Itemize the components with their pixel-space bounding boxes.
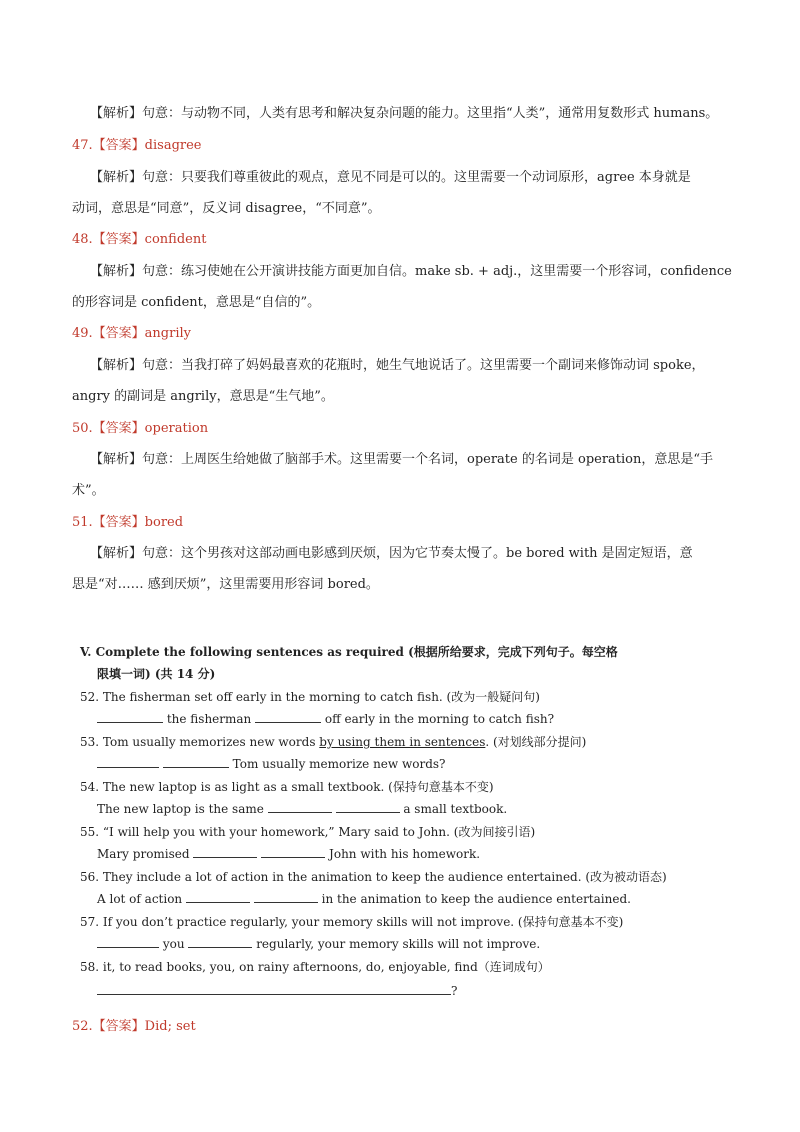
- question-54-fill: The new laptop is the same a small textbook.: [97, 802, 508, 816]
- answer-blank[interactable]: [186, 890, 250, 903]
- answer-blank[interactable]: [254, 890, 318, 903]
- analysis-50-line2: 术”。: [72, 483, 105, 498]
- analysis-49-line1: 【解析】句意：当我打碎了妈妈最喜欢的花瓶时，她生气地说话了。这里需要一个副词来修饰动词 spoke，: [90, 358, 705, 373]
- underlined-phrase: by using them in sentences: [319, 735, 486, 749]
- answer-blank[interactable]: [97, 755, 159, 768]
- question-57-fill: you regularly, your memory skills will not improve.: [97, 935, 540, 953]
- answer-51: 51.【答案】bored: [72, 515, 184, 530]
- answer-blank[interactable]: [97, 935, 159, 948]
- question-53-fill: Tom usually memorize new words?: [97, 755, 446, 773]
- answer-47: 47.【答案】disagree: [72, 138, 202, 153]
- answer-blank[interactable]: [336, 800, 400, 813]
- section-title-line1: V. Complete the following sentences as required (根据所给要求，完成下列句子。每空格: [80, 645, 618, 659]
- analysis-48-line1: 【解析】句意：练习使她在公开演讲技能方面更加自信。make sb. + adj.，这里需要一个形容词，confidence: [90, 264, 732, 279]
- question-55-fill: Mary promised John with his homework.: [97, 847, 481, 861]
- answer-blank[interactable]: [193, 845, 257, 858]
- answer-49: 49.【答案】angrily: [72, 326, 191, 341]
- answer-blank[interactable]: [97, 982, 451, 995]
- question-55: 55. “I will help you with your homework,” Mary said to John. (改为间接引语): [80, 825, 536, 839]
- question-52: 52. The fisherman set off early in the morning to catch fish. (改为一般疑问句): [80, 690, 540, 704]
- answer-52: 52.【答案】Did; set: [72, 1019, 196, 1034]
- analysis-51-line1: 【解析】句意：这个男孩对这部动画电影感到厌烦，因为它节奏太慢了。be bored with 是固定短语，意: [90, 546, 693, 561]
- question-57: 57. If you don’t practice regularly, your memory skills will not improve. (保持句意基本不变): [80, 915, 624, 929]
- answer-blank[interactable]: [268, 800, 332, 813]
- analysis-49-line2: angry 的副词是 angrily，意思是“生气地”。: [72, 389, 334, 404]
- answer-blank[interactable]: [97, 710, 163, 723]
- analysis-50-line1: 【解析】句意：上周医生给她做了脑部手术。这里需要一个名词，operate 的名词是 operation，意思是“手: [90, 452, 714, 467]
- analysis-51-line2: 思是“对…… 感到厌烦”，这里需要用形容词 bored。: [72, 577, 379, 592]
- answer-blank[interactable]: [255, 710, 321, 723]
- analysis-47-line2: 动词，意思是“同意”，反义词 disagree，“不同意”。: [72, 201, 381, 216]
- answer-blank[interactable]: [188, 935, 252, 948]
- section-title-line2: 限填一词) (共 14 分): [97, 667, 216, 681]
- answer-blank[interactable]: [163, 755, 229, 768]
- analysis-48-line2: 的形容词是 confident，意思是“自信的”。: [72, 295, 321, 310]
- question-52-fill: the fisherman off early in the morning to catch fish?: [97, 710, 554, 728]
- question-54: 54. The new laptop is as light as a small textbook. (保持句意基本不变): [80, 780, 494, 794]
- answer-48: 48.【答案】confident: [72, 232, 207, 247]
- question-58-fill: ?: [97, 982, 457, 1000]
- question-53: 53. Tom usually memorizes new words by using them in sentences. (对划线部分提问): [80, 735, 587, 749]
- answer-50: 50.【答案】operation: [72, 421, 209, 436]
- question-56: 56. They include a lot of action in the animation to keep the audience entertained. (改为被动语态): [80, 870, 667, 884]
- analysis-47-line1: 【解析】句意：只要我们尊重彼此的观点，意见不同是可以的。这里需要一个动词原形，agree 本身就是: [90, 170, 691, 185]
- answer-blank[interactable]: [261, 845, 325, 858]
- question-56-fill: A lot of action in the animation to keep the audience entertained.: [97, 892, 631, 906]
- question-58: 58. it, to read books, you, on rainy afternoons, do, enjoyable, find（连词成句）: [80, 960, 550, 974]
- analysis-46: 【解析】句意：与动物不同，人类有思考和解决复杂问题的能力。这里指“人类”，通常用复数形式 humans。: [90, 106, 719, 121]
